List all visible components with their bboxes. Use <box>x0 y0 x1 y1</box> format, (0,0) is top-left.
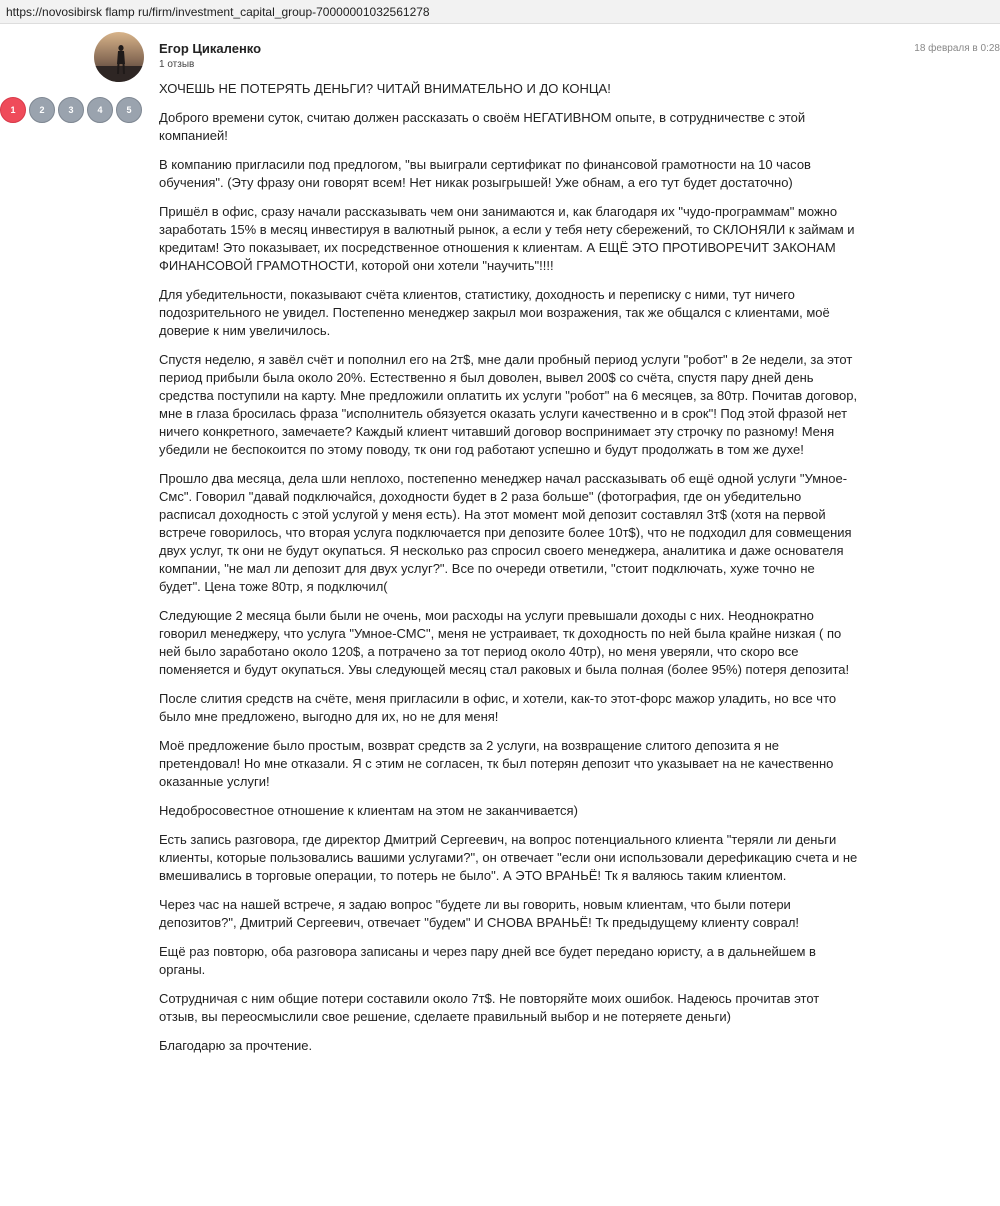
review-paragraph: Доброго времени суток, считаю должен рассказать о своём НЕГАТИВНОМ опыте, в сотрудничестве с этой компанией! <box>159 110 806 143</box>
author-review-count: 1 отзыв <box>159 59 195 70</box>
review-paragraph: Следующие 2 месяца были были не очень, мои расходы на услуги превышали доходы с них. Неоднократно говорил менеджеру, что услуга "Умное-СМС", меня не устраивает, тк доходность по ней была крайне низкая ( по ней было заработано около 120$, а потрачено за тот период около 40тр), но меня уверяли, что скоро все поменяется и будут окупаться. Увы следующей месяц стал раковых и была полная (более 95%) потеря депозита! <box>159 608 850 677</box>
rating-dot: 4 <box>87 97 113 123</box>
review-paragraph: Сотрудничая с ним общие потери составили около 7т$. Не повторяйте моих ошибок. Надеюсь прочитав этот отзыв, вы переосмыслили свое решение, сделаете правильный выбор и не потеряете деньги) <box>159 991 820 1024</box>
review-paragraph: Ещё раз повторю, оба разговора записаны и через пару дней все будет передано юристу, а в дальнейшем в органы. <box>159 944 816 977</box>
review-paragraph: Недобросовестное отношение к клиентам на этом не заканчивается) <box>159 803 578 818</box>
avatar-photo <box>94 32 144 82</box>
url-text: https://novosibirsk flamp ru/firm/investment_capital_group-70000001032561278 <box>6 5 430 19</box>
rating-dot: 5 <box>116 97 142 123</box>
review-paragraph: Прошло два месяца, дела шли неплохо, постепенно менеджер начал рассказывать об ещё одной услуги "Умное-Смс". Говорил "давай подключайся, доходности будет в 2 раза больше" (фотография, где он убедительно расписал доходность с этой услугой у меня есть). На этот момент мой депозит составлял 3т$ (хотя на первой встрече говорилось, что вторая услуга подключается при депозите более 10т$), что не подходил для совмещения двух услуг, тк они не будут окупаться. Я несколько раз спросил своего менеджера, аналитика и даже основателя компании, "не мал ли депозит для двух услуг?". Все по очереди ответили, "стоит подключать, хуже точно не будет". Цена тоже 80тр, я подключил( <box>159 471 852 594</box>
rating <box>0 97 145 125</box>
review-paragraph: Есть запись разговора, где директор Дмитрий Сергеевич, на вопрос потенциального клиента "теряли ли деньги клиенты, которые пользовались вашими услугами?", он отвечает "если они использовали дерефикацию счета и не вмешивались в торговые операции, то потерь не было". А ЭТО ВРАНЬЁ! Тк я валяюсь таким клиентом. <box>159 832 858 883</box>
rating-dot: 2 <box>29 97 55 123</box>
review-paragraph: После слития средств на счёте, меня пригласили в офис, и хотели, как-то этот-форс мажор уладить, но все что было мне предложено, выгодно для их, но не для меня! <box>159 691 837 724</box>
avatar[interactable] <box>94 32 144 82</box>
review-paragraph: Моё предложение было простым, возврат средств за 2 услуги, на возвращение слитого депозита я не претендовал! Но мне отказали. Я с этим не согласен, тк был потерян депозит что указывает на не качественно оказанные услуги! <box>159 738 834 789</box>
review-paragraph: Через час на нашей встрече, я задаю вопрос "будете ли вы говорить, новым клиентам, что были потери депозитов?", Дмитрий Сергеевич, отвечает "будем" И СНОВА ВРАНЬЁ! Тк предыдущему клиенту соврал! <box>159 897 800 930</box>
rating-dot: 1 <box>0 97 26 123</box>
review-paragraph: Благодарю за прочтение. <box>159 1038 313 1053</box>
review-paragraph: Пришёл в офис, сразу начали рассказывать чем они занимаются и, как благодаря их "чудо-программам" можно заработать 15% в месяц инвестируя в валютный рынок, а если у тебя нету сбережений, то СКЛОНЯЛИ к займам и кредитам! Это показывает, их посредственное отношения к клиентам. А ЕЩЁ ЭТО ПРОТИВОРЕЧИТ ЗАКОНАМ ФИНАНСОВОЙ ГРАМОТНОСТИ, которой они хотели "научить"!!!! <box>159 204 855 273</box>
review-paragraph: ХОЧЕШЬ НЕ ПОТЕРЯТЬ ДЕНЬГИ? ЧИТАЙ ВНИМАТЕЛЬНО И ДО КОНЦА! <box>159 81 611 96</box>
review-paragraph: В компанию пригласили под предлогом, "вы выиграли сертификат по финансовой грамотности на 10 часов обучения". (Эту фразу они говорят всем! Нет никак розыгрышей! Уже обнам, а его тут будет достаточно) <box>159 157 811 190</box>
rating-dot: 3 <box>58 97 84 123</box>
review-paragraph: Спустя неделю, я завёл счёт и пополнил его на 2т$, мне дали пробный период услуги "робот" в 2е недели, за этот период прибыли была около 20%. Естественно я был доволен, вывел 200$ со счёта, спустя пару дней день средства поступили на карту. Мне предложили оплатить их услуги "робот" на 6 месяцев, за 80тр. Почитав договор, мне в глаза бросилась фраза "исполнитель обязуется оказать услуги качественно и в срок"! Под этой фразой нет ничего конкретного, замечаете? Каждый клиент читавший договор воспринимает эту строчку по разному! Меня убедили не беспокоится по этому поводу, тк они год работают успешно и будут продолжать в том же духе! <box>159 352 858 457</box>
review-paragraph: Для убедительности, показывают счёта клиентов, статистику, доходность и переписку с ними, тут ничего подозрительного не увидел. Постепенно менеджер закрыл мои возражения, так же общался с клиентами, моё доверие к ним увеличилось. <box>159 287 830 338</box>
address-bar[interactable] <box>0 0 1000 24</box>
review-date: 18 февраля в 0:28 <box>914 43 1000 54</box>
review-text <box>159 80 859 1066</box>
author-name[interactable]: Егор Цикаленко <box>159 41 262 56</box>
